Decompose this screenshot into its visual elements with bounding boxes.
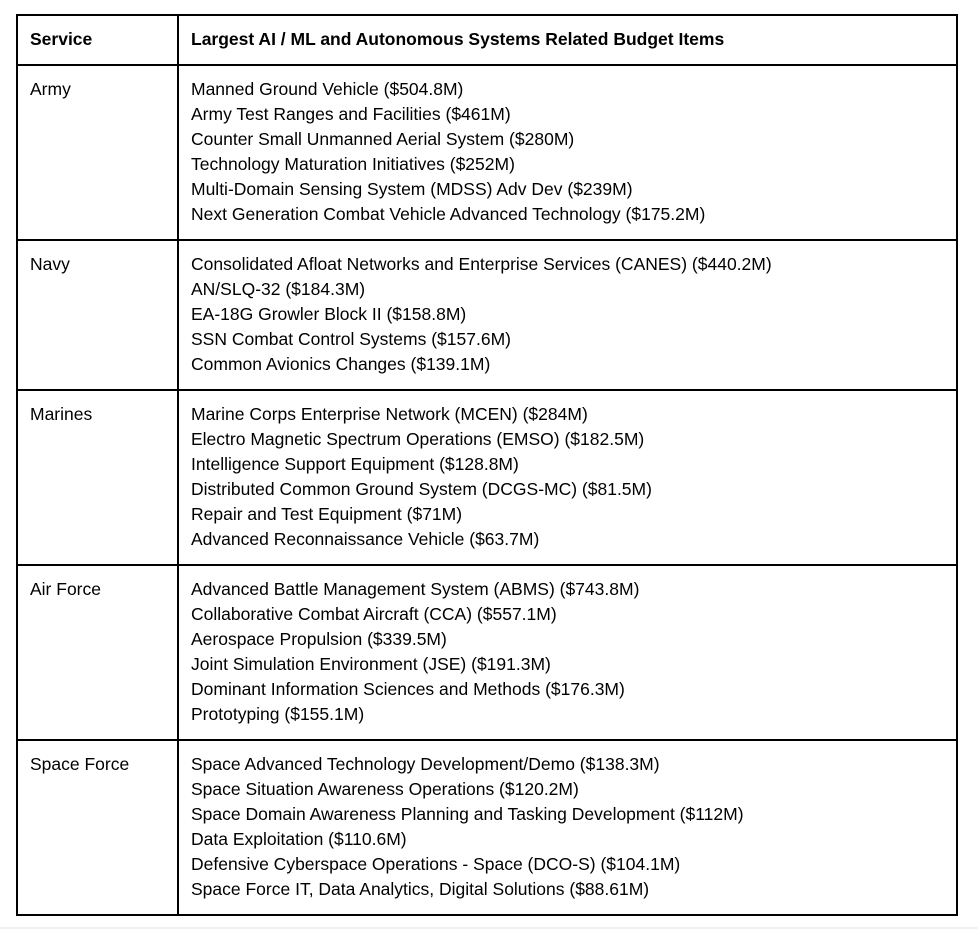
budget-item: Counter Small Unmanned Aerial System ($280M)	[191, 129, 575, 149]
table-row	[17, 740, 957, 915]
budget-item: Repair and Test Equipment ($71M)	[191, 504, 463, 524]
budget-items-cell	[178, 65, 957, 240]
budget-item: Multi-Domain Sensing System (MDSS) Adv Dev ($239M)	[191, 179, 633, 199]
budget-item: Prototyping ($155.1M)	[191, 704, 365, 724]
budget-item: Intelligence Support Equipment ($128.8M)	[191, 454, 519, 474]
service-cell: Space Force	[17, 740, 178, 915]
service-cell: Marines	[17, 390, 178, 565]
budget-item: Defensive Cyberspace Operations - Space (DCO-S) ($104.1M)	[191, 854, 681, 874]
service-column-header: Service	[17, 15, 178, 65]
budget-items-column-header: Largest AI / ML and Autonomous Systems Related Budget Items	[178, 15, 957, 65]
page-bottom-rule	[0, 927, 978, 929]
budget-item: Collaborative Combat Aircraft (CCA) ($557.1M)	[191, 604, 557, 624]
budget-item: Distributed Common Ground System (DCGS-MC) ($81.5M)	[191, 479, 652, 499]
budget-item: Common Avionics Changes ($139.1M)	[191, 354, 491, 374]
budget-item: SSN Combat Control Systems ($157.6M)	[191, 329, 511, 349]
budget-items-cell	[178, 390, 957, 565]
budget-item: Marine Corps Enterprise Network (MCEN) ($284M)	[191, 404, 588, 424]
budget-item: Technology Maturation Initiatives ($252M)	[191, 154, 515, 174]
budget-item: Space Advanced Technology Development/Demo ($138.3M)	[191, 754, 660, 774]
budget-item: Electro Magnetic Spectrum Operations (EMSO) ($182.5M)	[191, 429, 645, 449]
table-row	[17, 240, 957, 390]
budget-item: Advanced Reconnaissance Vehicle ($63.7M)	[191, 529, 540, 549]
budget-item: Army Test Ranges and Facilities ($461M)	[191, 104, 511, 124]
budget-item: AN/SLQ-32 ($184.3M)	[191, 279, 366, 299]
budget-items-cell	[178, 565, 957, 740]
service-cell: Army	[17, 65, 178, 240]
budget-item: Advanced Battle Management System (ABMS) ($743.8M)	[191, 579, 640, 599]
budget-item: Consolidated Afloat Networks and Enterprise Services (CANES) ($440.2M)	[191, 254, 772, 274]
budget-item: EA-18G Growler Block II ($158.8M)	[191, 304, 467, 324]
budget-item: Space Domain Awareness Planning and Tasking Development ($112M)	[191, 804, 744, 824]
budget-item: Space Situation Awareness Operations ($120.2M)	[191, 779, 579, 799]
table-row	[17, 390, 957, 565]
budget-table	[16, 14, 958, 916]
budget-item: Manned Ground Vehicle ($504.8M)	[191, 79, 464, 99]
service-cell: Navy	[17, 240, 178, 390]
budget-item: Aerospace Propulsion ($339.5M)	[191, 629, 447, 649]
budget-item: Dominant Information Sciences and Methods ($176.3M)	[191, 679, 625, 699]
budget-item: Joint Simulation Environment (JSE) ($191.3M)	[191, 654, 551, 674]
table-header-row	[17, 15, 957, 65]
budget-items-cell	[178, 740, 957, 915]
service-cell: Air Force	[17, 565, 178, 740]
budget-item: Next Generation Combat Vehicle Advanced Technology ($175.2M)	[191, 204, 706, 224]
budget-items-cell	[178, 240, 957, 390]
table-row	[17, 65, 957, 240]
budget-item: Space Force IT, Data Analytics, Digital Solutions ($88.61M)	[191, 879, 650, 899]
budget-item: Data Exploitation ($110.6M)	[191, 829, 407, 849]
table-row	[17, 565, 957, 740]
